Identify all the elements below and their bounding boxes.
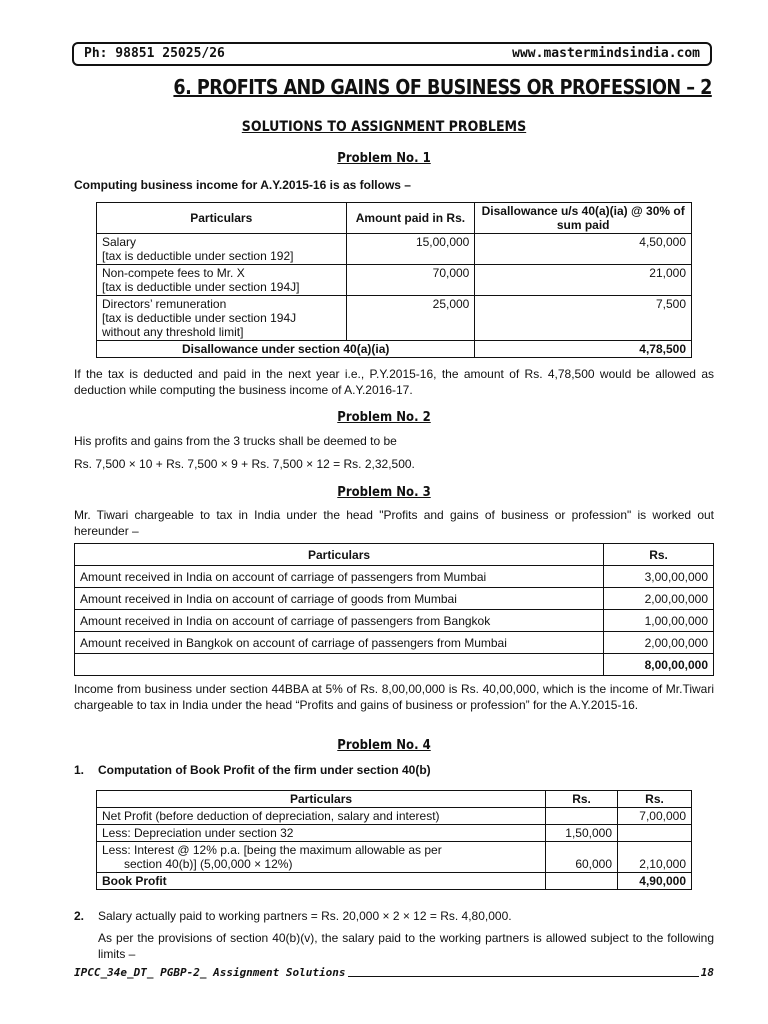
table-total-row <box>97 341 692 358</box>
value-cell: 2,00,00,000 <box>604 632 714 654</box>
footer-title: IPCC_34e_DT_ PGBP-2_ Assignment Solutions <box>74 966 346 979</box>
row-label: Net Profit (before deduction of depreciation, salary and interest) <box>97 808 546 825</box>
row-label-note: [tax is deductible under section 194J] <box>102 280 300 294</box>
total-value: 4,90,000 <box>618 873 692 890</box>
problem-2-title: Problem No. 2 <box>337 410 431 425</box>
item-1-heading: Computation of Book Profit of the firm under section 40(b) <box>98 763 431 777</box>
row-label: Less: Interest @ 12% p.a. [being the maximum allowable as per <box>102 843 442 857</box>
table-row <box>75 632 714 654</box>
col-header: Rs. <box>618 791 692 808</box>
table-row <box>97 265 692 296</box>
table-total-row <box>97 873 692 890</box>
row-label-note: section 40(b)] (5,00,000 × 12%) <box>124 857 293 871</box>
problem-2-line2: Rs. 7,500 × 10 + Rs. 7,500 × 9 + Rs. 7,500 × 12 = Rs. 2,32,500. <box>74 457 415 471</box>
problem-3-intro: Mr. Tiwari chargeable to tax in India under the head "Profits and gains of business or profession" is worked out hereunder – <box>74 508 714 538</box>
col-header: Disallowance u/s 40(a)(ia) @ 30% of sum paid <box>475 203 692 234</box>
row-label: Salary <box>102 235 137 249</box>
col-header: Rs. <box>546 791 618 808</box>
col-header: Particulars <box>97 791 546 808</box>
table-row <box>75 610 714 632</box>
row-label-note: [tax is deductible under section 192] <box>102 249 294 263</box>
col-header: Amount paid in Rs. <box>346 203 475 234</box>
value-cell <box>618 825 692 842</box>
table-header-row <box>97 203 692 234</box>
page-header <box>72 42 712 66</box>
row-label-note: without any threshold limit] <box>102 325 244 339</box>
value-cell: 2,00,00,000 <box>604 588 714 610</box>
total-value: 8,00,00,000 <box>604 654 714 676</box>
value-cell <box>546 808 618 825</box>
row-label: Amount received in Bangkok on account of carriage of passengers from Mumbai <box>75 632 604 654</box>
row-label: Amount received in India on account of carriage of goods from Mumbai <box>75 588 604 610</box>
item-2-note: As per the provisions of section 40(b)(v), the salary paid to the working partners is allowed subject to the following limits – <box>98 931 714 961</box>
section-title: SOLUTIONS TO ASSIGNMENT PROBLEMS <box>241 119 527 135</box>
row-label: Amount received in India on account of carriage of passengers from Mumbai <box>75 566 604 588</box>
table-total-row <box>75 654 714 676</box>
row-label: Amount received in India on account of carriage of passengers from Bangkok <box>75 610 604 632</box>
row-label: Non-compete fees to Mr. X <box>102 266 245 280</box>
value-cell: 1,50,000 <box>546 825 618 842</box>
problem-3-note: Income from business under section 44BBA at 5% of Rs. 8,00,00,000 is Rs. 40,00,000, which is the income of Mr.Tiwari chargeable to tax in India under the head “Profits and gains of business or profession” for the A.Y.2015-16. <box>74 682 714 712</box>
table-header-row <box>75 544 714 566</box>
col-header: Particulars <box>75 544 604 566</box>
amount-cell: 25,000 <box>346 296 475 341</box>
disallowance-cell: 7,500 <box>475 296 692 341</box>
problem-1-table <box>96 202 692 358</box>
value-cell: 7,00,000 <box>618 808 692 825</box>
total-label <box>75 654 604 676</box>
total-label: Book Profit <box>97 873 546 890</box>
table-row <box>97 842 692 873</box>
empty-cell <box>546 873 618 890</box>
row-label-note: [tax is deductible under section 194J <box>102 311 297 325</box>
page-footer <box>74 966 714 980</box>
value-cell: 1,00,00,000 <box>604 610 714 632</box>
value-cell: 3,00,00,000 <box>604 566 714 588</box>
header-phone: Ph: 98851 25025/26 <box>84 45 225 61</box>
chapter-title: 6. PROFITS AND GAINS OF BUSINESS OR PROFESSION – 2 <box>173 75 712 99</box>
problem-2-line1: His profits and gains from the 3 trucks shall be deemed to be <box>74 434 397 448</box>
item-2-number: 2. <box>74 909 85 923</box>
problem-3-title: Problem No. 3 <box>337 485 431 500</box>
problem-4-table <box>96 790 692 890</box>
problem-3-table <box>74 543 714 676</box>
problem-1-title: Problem No. 1 <box>337 151 431 166</box>
disallowance-cell: 21,000 <box>475 265 692 296</box>
total-value: 4,78,500 <box>475 341 692 358</box>
problem-1-note: If the tax is deducted and paid in the next year i.e., P.Y.2015-16, the amount of Rs. 4,78,500 would be allowed as deduction while computing the business income of A.Y.2016-17. <box>74 367 714 397</box>
table-row <box>97 808 692 825</box>
col-header: Particulars <box>97 203 347 234</box>
header-website[interactable]: www.mastermindsindia.com <box>512 45 700 61</box>
col-header: Rs. <box>604 544 714 566</box>
footer-rule <box>348 966 699 977</box>
value-cell: 2,10,000 <box>618 842 692 873</box>
item-2-text: Salary actually paid to working partners = Rs. 20,000 × 2 × 12 = Rs. 4,80,000. <box>98 909 512 923</box>
total-label: Disallowance under section 40(a)(ia) <box>97 341 475 358</box>
amount-cell: 15,00,000 <box>346 234 475 265</box>
row-label: Less: Depreciation under section 32 <box>97 825 546 842</box>
problem-1-intro: Computing business income for A.Y.2015-16 is as follows – <box>74 178 411 192</box>
disallowance-cell: 4,50,000 <box>475 234 692 265</box>
row-label: Directors’ remuneration <box>102 297 227 311</box>
table-row <box>97 296 692 341</box>
table-row <box>97 825 692 842</box>
table-header-row <box>97 791 692 808</box>
amount-cell: 70,000 <box>346 265 475 296</box>
problem-4-title: Problem No. 4 <box>337 738 431 753</box>
value-cell: 60,000 <box>546 842 618 873</box>
table-row <box>97 234 692 265</box>
page-number: 18 <box>700 966 714 979</box>
table-row <box>75 566 714 588</box>
item-1-number: 1. <box>74 763 85 777</box>
table-row <box>75 588 714 610</box>
